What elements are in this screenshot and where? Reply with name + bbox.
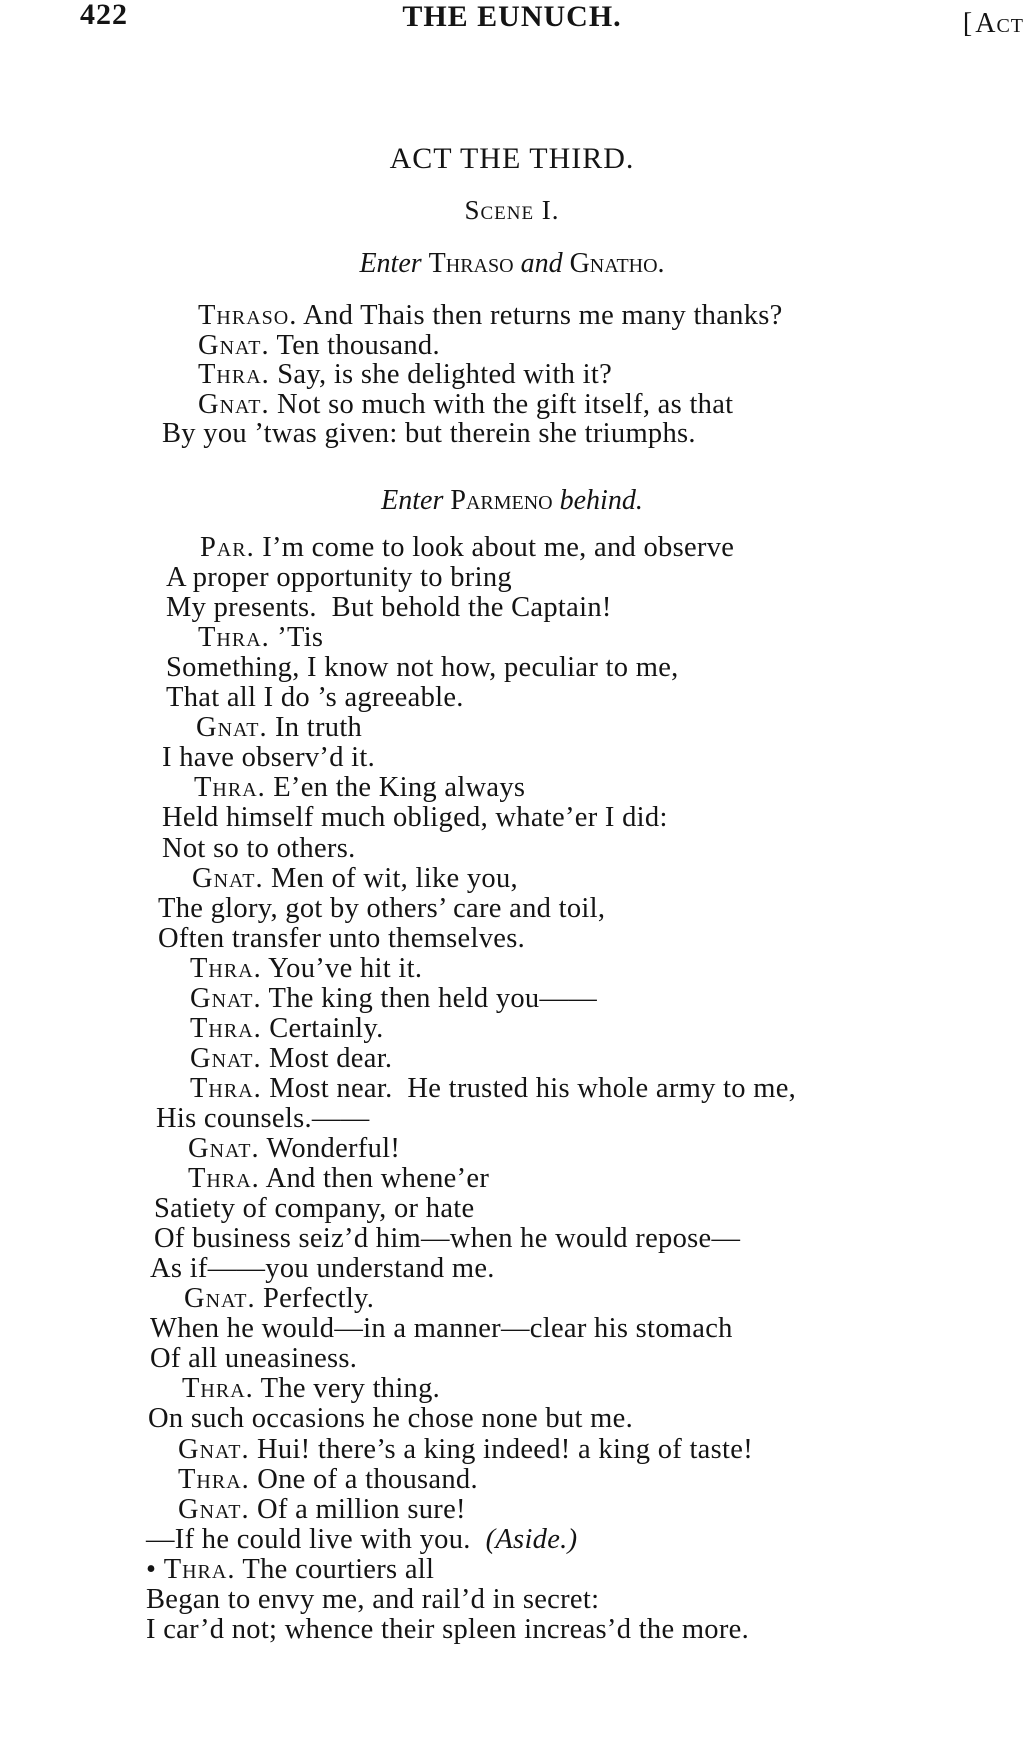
speaker-name: Gnat. [198,388,270,420]
dialogue-text: Most near. He trusted his whole army to me, [261,1072,797,1104]
dialogue-line [166,562,512,594]
dialogue-text: Often transfer unto themselves. [158,922,526,954]
stage-character-name: Thraso [428,248,514,279]
running-title: THE EUNUCH. [402,0,622,33]
stage-enter-word: Enter [381,485,444,516]
dialogue-text: E’en the King always [265,772,526,804]
dialogue-text: And Thais then returns me many thanks? [297,300,783,331]
speaker-name: Thra. [190,952,262,984]
speaker-name: Gnat. [196,712,268,744]
dialogue-line [156,1103,370,1135]
dialogue-text: On such occasions he chose none but me. [148,1403,633,1435]
dialogue-line [148,1403,633,1435]
dialogue-line [162,833,356,865]
dialogue-text: —If he could live with you. [146,1523,486,1555]
dialogue-text: Perfectly. [255,1283,375,1315]
dialogue-line [190,983,597,1015]
speaker-name: Gnat. [188,1133,260,1164]
dialogue-text: I’m come to look about me, and observe [254,532,735,563]
dialogue-line [182,1373,440,1405]
speaker-name: Thra. [194,772,266,804]
running-act-label [963,8,1024,40]
stage-direction-enter-parmeno [0,485,1024,517]
dialogue-line [192,863,518,895]
stage-character-name: Gnatho. [569,248,665,279]
dialogue-line [190,1013,384,1045]
dialogue-text: And then whene’er [259,1163,490,1195]
dialogue-line [146,1584,599,1616]
dialogue-line [162,418,696,450]
dialogue-line [146,1614,749,1646]
dialogue-text: Held himself much obliged, whate’er I did: [162,802,668,834]
dialogue-line [166,682,464,714]
dialogue-text: As if——you understand me. [150,1253,495,1285]
dialogue-text: The very thing. [253,1373,441,1405]
scene-title: Scene I. [464,195,560,225]
speaker-name: Thra. [198,359,270,391]
dialogue-text: Most dear. [261,1042,393,1074]
dialogue-text: You’ve hit it. [261,952,423,984]
speaker-name: Gnat. [178,1493,250,1525]
dialogue-line [166,652,679,684]
dialogue-line [200,532,734,564]
dialogue-line [146,1524,577,1556]
dialogue-line [190,953,422,985]
dialogue-text: Say, is she delighted with it? [269,359,613,391]
dialogue-line [190,1043,392,1075]
speaker-name: Par. [200,532,255,563]
speaker-name: Thra. [190,1012,262,1044]
dialogue-line [158,893,605,925]
dialogue-text: My presents. But behold the Captain! [166,592,612,624]
speaker-name: Gnat. [192,862,264,894]
dialogue-text: Certainly. [261,1012,384,1044]
dialogue-line [150,1343,357,1375]
dialogue-text: When he would—in a manner—clear his stomach [150,1313,733,1345]
dialogue-text: Not so much with the gift itself, as that [269,388,734,420]
aside-direction: (Aside.) [485,1523,578,1555]
running-head [0,0,1024,40]
dialogue-line [158,923,525,955]
dialogue-text: Satiety of company, or hate [154,1193,475,1225]
act-title: ACT THE THIRD. [389,142,635,175]
dialogue-line [188,1163,489,1195]
speaker-name: Gnat. [184,1283,256,1315]
dialogue-text: That all I do ’s agreeable. [166,682,464,714]
dialogue-line [184,1283,374,1315]
dialogue-line [166,592,612,624]
dialogue-line [154,1223,740,1255]
dialogue-text: Began to envy me, and rail’d in secret: [146,1583,600,1615]
speaker-name: Gnat. [190,982,262,1014]
speaker-name: Thra. [182,1373,254,1405]
dialogue-text: Ten thousand. [269,329,440,361]
dialogue-line [154,1193,474,1225]
dialogue-text: One of a thousand. [249,1463,478,1495]
dialogue-line [178,1494,466,1526]
dialogue-text: Not so to others. [162,832,356,864]
speaker-name: Thra. [190,1072,262,1104]
dialogue-text: The courtiers all [235,1553,435,1585]
dialogue-line [190,1073,796,1105]
dialogue-line [150,1313,733,1345]
speaker-name: Gnat. [190,1042,262,1074]
dialogue-text: I have observ’d it. [162,742,376,774]
line-prefix-mark: • [146,1553,164,1585]
dialogue-line [188,1133,400,1165]
stage-character-name: Parmeno [450,485,553,516]
dialogue-text: Something, I know not how, peculiar to me, [166,652,679,684]
running-act-text: Act [975,8,1024,39]
dialogue-line [162,742,375,774]
dialogue-line [194,772,525,804]
page-number: 422 [80,0,128,31]
dialogue-text: By you ’twas given: but therein she triumphs. [162,418,696,450]
dialogue-line [198,300,783,332]
dialogue-line [198,389,733,421]
speaker-name: Thra. [163,1553,236,1585]
speaker-name: Thra. [198,622,270,654]
running-act-bracket: [ [962,8,974,39]
speaker-name: Thraso. [198,300,298,331]
speaker-name: Gnat. [198,329,270,361]
dialogue-line [198,330,440,362]
dialogue-line [196,712,362,744]
dialogue-line [178,1434,753,1466]
dialogue-line [150,1253,495,1285]
speaker-name: Gnat. [178,1433,250,1465]
dialogue-line [146,1554,434,1586]
dialogue-text: The king then held you—— [261,982,598,1014]
dialogue-line [198,622,323,654]
dialogue-text: His counsels.—— [156,1102,370,1134]
dialogue-line [178,1464,478,1496]
dialogue-text: Men of wit, like you, [263,862,518,894]
dialogue-text: Of all uneasiness. [150,1343,358,1375]
dialogue-line [162,802,668,834]
dialogue-text: Wonderful! [259,1133,401,1164]
stage-enter-word: Enter [359,248,422,279]
dialogue-text: I car’d not; whence their spleen increas’d the more. [146,1613,750,1645]
dialogue-line [198,359,612,391]
dialogue-text: Of business seiz’d him—when he would repose— [154,1223,741,1255]
speaker-name: Thra. [188,1163,260,1195]
dialogue-text: A proper opportunity to bring [166,562,512,594]
dialogue-text: Hui! there’s a king indeed! a king of taste! [249,1433,753,1465]
stage-and-word: and [520,248,563,279]
dialogue-text: In truth [267,712,363,744]
dialogue-text: The glory, got by others’ care and toil, [158,892,606,924]
dialogue-text: Of a million sure! [249,1493,466,1525]
speaker-name: Thra. [178,1463,250,1495]
stage-where-word: behind. [559,485,643,516]
dialogue-text: ’Tis [269,622,324,654]
stage-direction-enter-thraso-gnatho [0,248,1024,280]
